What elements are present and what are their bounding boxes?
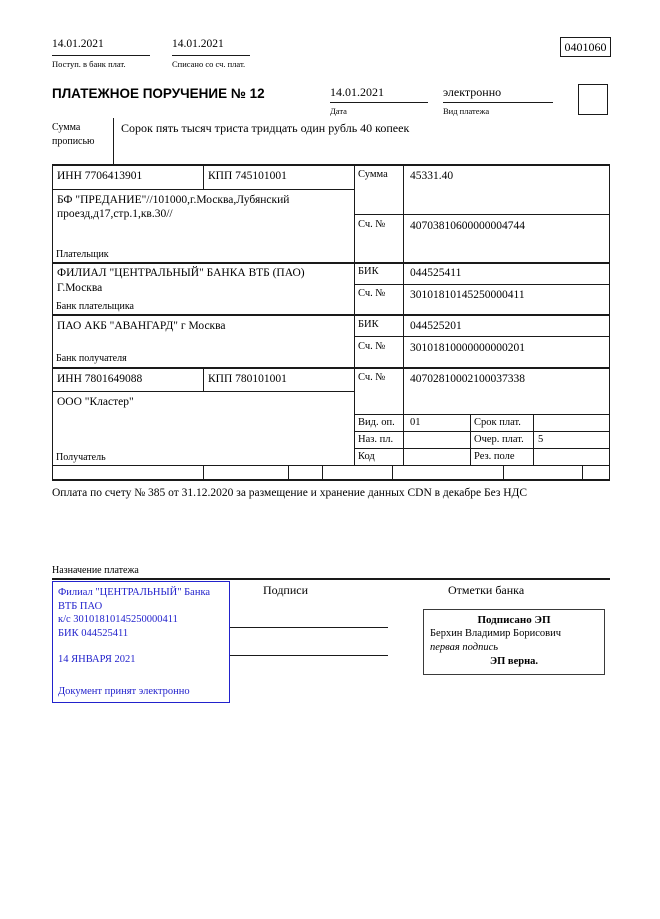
pay-purpose-label: Наз. пл. [358, 434, 394, 445]
payee-bank-section-label: Банк получателя [56, 353, 127, 364]
purpose-bottom-line [52, 578, 610, 580]
amount-account-line [354, 214, 610, 215]
fields-row-divider-4 [392, 465, 393, 480]
code-label: Код [358, 451, 375, 462]
purpose-text: Оплата по счету № 385 от 31.12.2020 за размещение и хранение данных CDN в декабре Без НДС [52, 487, 528, 499]
payer-bank-account-value: 30101810145250000411 [410, 289, 525, 301]
payerbank-bik-line [354, 284, 610, 285]
amount-words-label: Сумма прописью [52, 122, 95, 147]
esign-verified: ЭП верна. [490, 656, 539, 667]
debited-date-underline [172, 55, 250, 56]
bank-marks-label: Отметки банка [448, 583, 525, 597]
payer-bank-bik-label: БИК [358, 266, 379, 277]
payer-account-value: 40703810600000004744 [410, 220, 525, 232]
payer-section-label: Плательщик [56, 249, 109, 260]
debited-date: 14.01.2021 [172, 38, 224, 50]
payee-section-label: Получатель [56, 452, 106, 463]
table-line-payer-bottom [52, 262, 610, 264]
reserve-label: Рез. поле [474, 451, 515, 462]
opgrid-row2-line [354, 448, 610, 449]
signatures-label: Подписи [263, 583, 309, 597]
payer-bank-bik-value: 044525411 [410, 267, 462, 279]
fields-row-divider-2 [288, 465, 289, 480]
payer-bank-name-line2: Г.Москва [57, 282, 103, 294]
payee-name: ООО "Кластер" [57, 396, 134, 408]
received-date-underline [52, 55, 150, 56]
table-line-fields-top [52, 465, 610, 466]
payee-bank-bik-value: 044525201 [410, 320, 462, 332]
esign-box [423, 609, 605, 675]
op-type-label: Вид. оп. [358, 417, 395, 428]
payee-kpp: КПП 780101001 [208, 373, 287, 385]
received-date-label: Поступ. в банк плат. [52, 59, 126, 69]
fields-row-divider-6 [582, 465, 583, 480]
payment-type-value: электронно [443, 85, 502, 99]
received-date: 14.01.2021 [52, 38, 104, 50]
opgrid-row1-line [354, 431, 610, 432]
priority-label: Очер. плат. [474, 434, 524, 445]
payee-account-label: Сч. № [358, 372, 386, 383]
op-type-value: 01 [410, 417, 421, 428]
payer-kpp: КПП 745101001 [208, 170, 287, 182]
opgrid-top-line [354, 414, 610, 415]
payee-account-value: 40702810002100037338 [410, 373, 525, 385]
value-column-divider [403, 164, 404, 465]
payment-type-underline [443, 102, 553, 103]
debited-date-label: Списано со сч. плат. [172, 59, 246, 69]
payer-bank-section-label: Банк плательщика [56, 301, 134, 312]
stamp-line-2: ВТБ ПАО [58, 600, 103, 612]
table-right-border [609, 164, 610, 481]
fields-row-divider-3 [322, 465, 323, 480]
priority-value: 5 [538, 434, 544, 445]
fields-row-divider-1 [203, 465, 204, 480]
stamp-line-3: к/с 30101810145250000411 [58, 614, 178, 625]
payer-name: БФ "ПРЕДАНИЕ"//101000,г.Москва,Лубянский проезд,д17,стр.1,кв.30// [57, 194, 290, 221]
payer-bank-account-label: Сч. № [358, 288, 386, 299]
stamp-date: 14 ЯНВАРЯ 2021 [58, 654, 136, 665]
payee-bank-name: ПАО АКБ "АВАНГАРД" г Москва [57, 320, 226, 332]
payeebank-bik-line [354, 336, 610, 337]
amount-words-divider [113, 118, 114, 165]
bank-stamp [52, 581, 230, 703]
payee-bank-account-value: 30101810000000000201 [410, 342, 525, 354]
table-left-border [52, 164, 53, 481]
payer-account-label: Сч. № [358, 219, 386, 230]
payee-bank-account-label: Сч. № [358, 341, 386, 352]
purpose-label: Назначение платежа [52, 565, 139, 576]
stamp-accepted-note: Документ принят электронно [58, 685, 190, 697]
amount-value: 45331.40 [410, 170, 454, 182]
signature-line-1 [230, 627, 388, 628]
fields-row-divider-5 [503, 465, 504, 480]
esign-name: Берхин Владимир Борисович [430, 628, 561, 639]
doc-date-value: 14.01.2021 [330, 85, 384, 99]
stamp-line-1: Филиал "ЦЕНТРАЛЬНЫЙ" Банка [58, 587, 211, 598]
signature-line-2 [230, 655, 388, 656]
status-checkbox [578, 84, 608, 115]
due-date-label: Срок плат. [474, 417, 521, 428]
amount-label: Сумма [358, 169, 388, 180]
table-line-top [52, 164, 610, 166]
form-code-box: 0401060 [560, 37, 611, 57]
table-line-payerbank-bottom [52, 314, 610, 316]
payment-type-label: Вид платежа [443, 106, 490, 116]
payer-bank-name-line1: ФИЛИАЛ "ЦЕНТРАЛЬНЫЙ" БАНКА ВТБ (ПАО) [57, 267, 305, 279]
table-line-payeebank-bottom [52, 367, 610, 369]
payee-inn: ИНН 7801649088 [57, 373, 143, 385]
payer-inn: ИНН 7706413901 [57, 170, 143, 182]
payee-bank-bik-label: БИК [358, 319, 379, 330]
stamp-line-4: БИК 044525411 [58, 627, 129, 639]
opgrid-col-divider-1 [470, 414, 471, 465]
doc-date-underline [330, 102, 428, 103]
opgrid-col-divider-2 [533, 414, 534, 465]
esign-title: Подписано ЭП [477, 614, 551, 626]
amount-words-value: Сорок пять тысяч триста тридцать один рубль 40 копеек [121, 121, 410, 135]
payee-innkpp-divider [203, 367, 204, 392]
label-column-divider [354, 164, 355, 465]
table-line-bottom [52, 479, 610, 481]
doc-date-label: Дата [330, 106, 347, 116]
esign-subtitle: первая подпись [430, 642, 499, 653]
stamp-spacer [58, 640, 224, 653]
payer-innkpp-divider [203, 164, 204, 190]
document-title: ПЛАТЕЖНОЕ ПОРУЧЕНИЕ № 12 [52, 86, 265, 101]
